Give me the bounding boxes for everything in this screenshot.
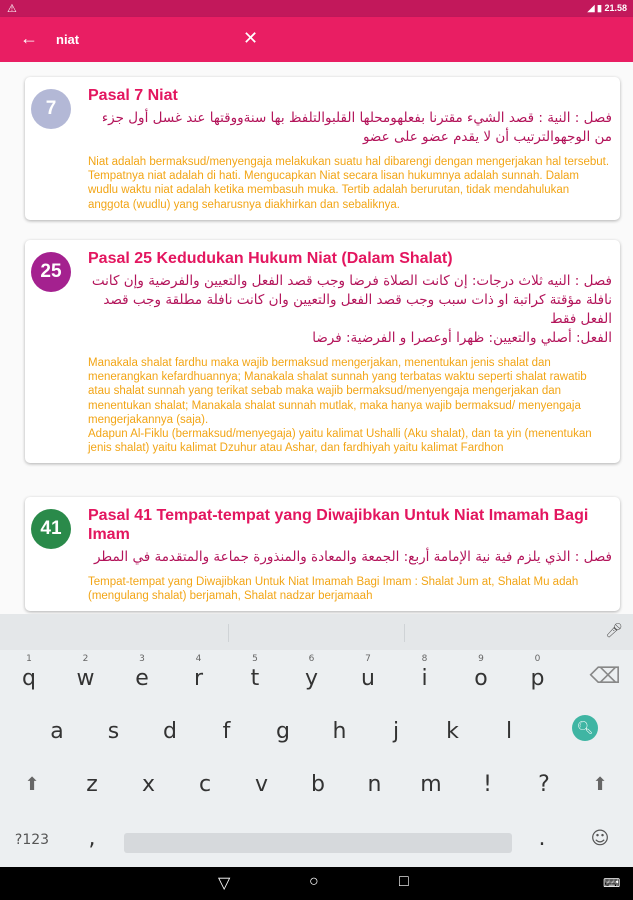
arabic-text: فصل : النية : قصد الشيء مقترنا بفعلهومحلها القلبوالتلفظ بها سنةووقتها عند غسل أول جزء من الوجهوالترتيب أن لا يقدم عضو على عضو — [101, 110, 612, 145]
result-card[interactable] — [25, 240, 620, 463]
key-hint: 5 — [252, 654, 258, 664]
key-m[interactable] — [403, 772, 459, 797]
status-bar — [0, 0, 633, 17]
key-hint: 3 — [139, 654, 145, 664]
key-j[interactable] — [368, 719, 424, 744]
shift-icon[interactable] — [572, 774, 628, 795]
pasal-number-badge: 25 — [31, 252, 71, 292]
translation-text: Tempat-tempat yang Diwajibkan Untuk Niat Imamah Bagi Imam : Shalat Jum at, Shalat Mu adah (mengulang shalat) berjamah, Shalat nadzar berjamaah — [88, 576, 579, 603]
key-label: s — [107, 719, 120, 744]
key-p[interactable] — [510, 654, 566, 691]
key-label: a — [50, 719, 64, 744]
key-hint: 2 — [82, 654, 89, 664]
comma-key[interactable] — [64, 826, 120, 851]
divider — [228, 624, 229, 642]
result-title: Pasal 41 Tempat-tempat yang Diwajibkan Untuk Niat Imamah Bagi Imam — [88, 507, 589, 543]
key-label: l — [505, 719, 513, 744]
key-a[interactable] — [29, 719, 85, 744]
key-label: ?123 — [14, 832, 50, 848]
key-label: n — [367, 772, 382, 797]
key-label: h — [332, 719, 347, 744]
key-y[interactable] — [284, 654, 340, 691]
key-label: v — [254, 772, 269, 797]
key-label: m — [420, 772, 442, 797]
key-label: j — [392, 719, 400, 744]
key-label: ⬆ — [592, 774, 608, 795]
key-label: q — [22, 666, 36, 691]
microphone-icon[interactable]: 🎤︎ — [605, 622, 623, 638]
key-w[interactable] — [58, 654, 114, 691]
results-list[interactable] — [0, 62, 633, 614]
key-label: b — [311, 772, 325, 797]
key-label: ? — [538, 772, 550, 797]
key-label: ! — [483, 772, 492, 797]
key-hint: 7 — [365, 654, 371, 664]
nav-home-icon[interactable]: ○ — [309, 873, 319, 890]
keyboard — [0, 614, 633, 867]
key-label: k — [446, 719, 459, 744]
key-s[interactable] — [86, 719, 142, 744]
signal-icon: ◢ — [587, 3, 595, 13]
key-hint: 8 — [421, 654, 428, 664]
result-card[interactable] — [25, 497, 620, 611]
result-title: Pasal 7 Niat — [88, 87, 178, 104]
arrow-left-icon[interactable]: ← — [20, 28, 38, 48]
key-label: d — [163, 719, 177, 744]
key-hint: 6 — [308, 654, 315, 664]
key-hint: 0 — [534, 654, 541, 664]
symbols-key[interactable] — [4, 832, 60, 848]
navigation-bar — [0, 867, 633, 900]
key-t[interactable] — [227, 654, 283, 691]
key-label: o — [474, 666, 488, 691]
backspace-icon[interactable] — [577, 664, 633, 689]
search-key[interactable]: 🔍︎ — [572, 715, 598, 741]
key-label: z — [86, 772, 98, 797]
battery-icon: ▮ — [597, 3, 602, 13]
key-g[interactable] — [255, 719, 311, 744]
result-title: Pasal 25 Kedudukan Hukum Niat (Dalam Shalat) — [88, 250, 453, 267]
key-exclaim[interactable] — [460, 772, 516, 797]
key-label: i — [421, 666, 428, 691]
key-z[interactable] — [64, 772, 120, 797]
translation-text: Manakala shalat fardhu maka wajib bermaksud mengerjakan, menentukan jenis shalat dan menerangkan kefardhuannya; Manakala shalat sunnah yang terbatas waktu seperti shalat rawatib atau shalat sunnah yang terikat sebab maka wajib bermaksud/menyengaja mengerjakan dan menentukan shalat; Manakala shalat sunnah mutlak, maka hanya wajib bermaksud/ menyengaja mengerjakannya (saja). Adapun Al-Fiklu (bermaksud/menyegaja) yaitu kalimat Ushalli (Aku shalat), dan ta yin (menentukan jenis shalat) yaitu kalimat Dzuhur atau Ashar, dan fardhiyah yaitu kalimat Fardhon — [88, 357, 592, 455]
divider — [404, 624, 405, 642]
nav-back-icon[interactable]: ▽ — [218, 875, 231, 892]
key-label: . — [538, 826, 546, 851]
key-label: ⬆ — [24, 774, 40, 795]
pasal-number-badge: 41 — [31, 509, 71, 549]
key-v[interactable] — [234, 772, 290, 797]
keyboard-icon[interactable]: ⌨ — [603, 876, 621, 890]
nav-recents-icon[interactable]: □ — [399, 873, 409, 890]
key-hint: 9 — [478, 654, 484, 664]
key-o[interactable] — [453, 654, 509, 691]
warning-icon: ⚠ — [7, 3, 17, 15]
key-hint: 1 — [26, 654, 32, 664]
key-e[interactable] — [114, 654, 170, 691]
period-key[interactable] — [514, 826, 570, 851]
shift-icon[interactable] — [4, 774, 60, 795]
key-label: t — [250, 666, 260, 691]
key-l[interactable] — [481, 719, 537, 744]
key-label: y — [304, 666, 319, 691]
key-label: , — [88, 826, 96, 851]
key-label: r — [193, 666, 204, 691]
key-c[interactable] — [177, 772, 233, 797]
key-label: x — [141, 772, 156, 797]
key-q[interactable] — [1, 654, 57, 691]
key-label: ☺ — [590, 828, 610, 849]
key-hint: 4 — [195, 654, 202, 664]
key-n[interactable] — [347, 772, 403, 797]
search-toolbar — [0, 17, 633, 62]
key-label: u — [361, 666, 375, 691]
key-label: c — [198, 772, 212, 797]
arabic-text: فصل : النيه ثلاث درجات: إن كانت الصلاة فرضا وجب قصد الفعل والتعيين والفرضية وإن كانت نافلة مؤقتة كراتبة او ذات سبب وجب قصد الفعل والتعيين وان كانت نافلة مطلقة وجب قصد الفعل فقط الفعل: أصلي والتعيين: ظهرا أوعصرا و الفرضية: فرضا — [91, 273, 612, 346]
key-r[interactable] — [171, 654, 227, 691]
key-u[interactable] — [340, 654, 396, 691]
key-question[interactable] — [516, 772, 572, 797]
translation-text: Niat adalah bermaksud/menyengaja melakukan suatu hal dibarengi dengan mengerjakan hal tersebut. Tempatnya niat adalah di hati. Mengucapkan Niat secara lisan hukumnya adalah sunnah. Dalam wudlu waktu niat adalah ketika membasuh muka. Tertib adalah berurutan, tidak mendahulukan anggota (wudlu) yang seharusnya diakhirkan dan sebaliknya. — [88, 156, 610, 211]
key-k[interactable] — [425, 719, 481, 744]
search-input[interactable]: niat — [56, 32, 80, 47]
key-label: e — [135, 666, 149, 691]
key-label: f — [222, 719, 231, 744]
key-x[interactable] — [121, 772, 177, 797]
key-d[interactable] — [142, 719, 198, 744]
close-icon[interactable]: ✕ — [243, 28, 259, 48]
key-label: g — [276, 719, 290, 744]
key-b[interactable] — [290, 772, 346, 797]
suggestion-strip — [0, 614, 633, 650]
pasal-number-badge: 7 — [31, 89, 71, 129]
emoji-icon[interactable] — [572, 828, 628, 849]
key-label: p — [530, 666, 545, 691]
key-label: ⌫ — [589, 664, 621, 689]
key-h[interactable] — [312, 719, 368, 744]
space-key[interactable] — [124, 833, 512, 853]
result-card[interactable] — [25, 77, 620, 220]
status-time: 21.58 — [604, 3, 627, 13]
key-label: w — [76, 666, 95, 691]
arabic-text: فصل : الذي يلزم فية نية الإمامة أربع: الجمعة والمعادة والمنذورة جماعة والمتقدمة في المطر — [93, 549, 612, 565]
key-i[interactable] — [397, 654, 453, 691]
key-f[interactable] — [199, 719, 255, 744]
